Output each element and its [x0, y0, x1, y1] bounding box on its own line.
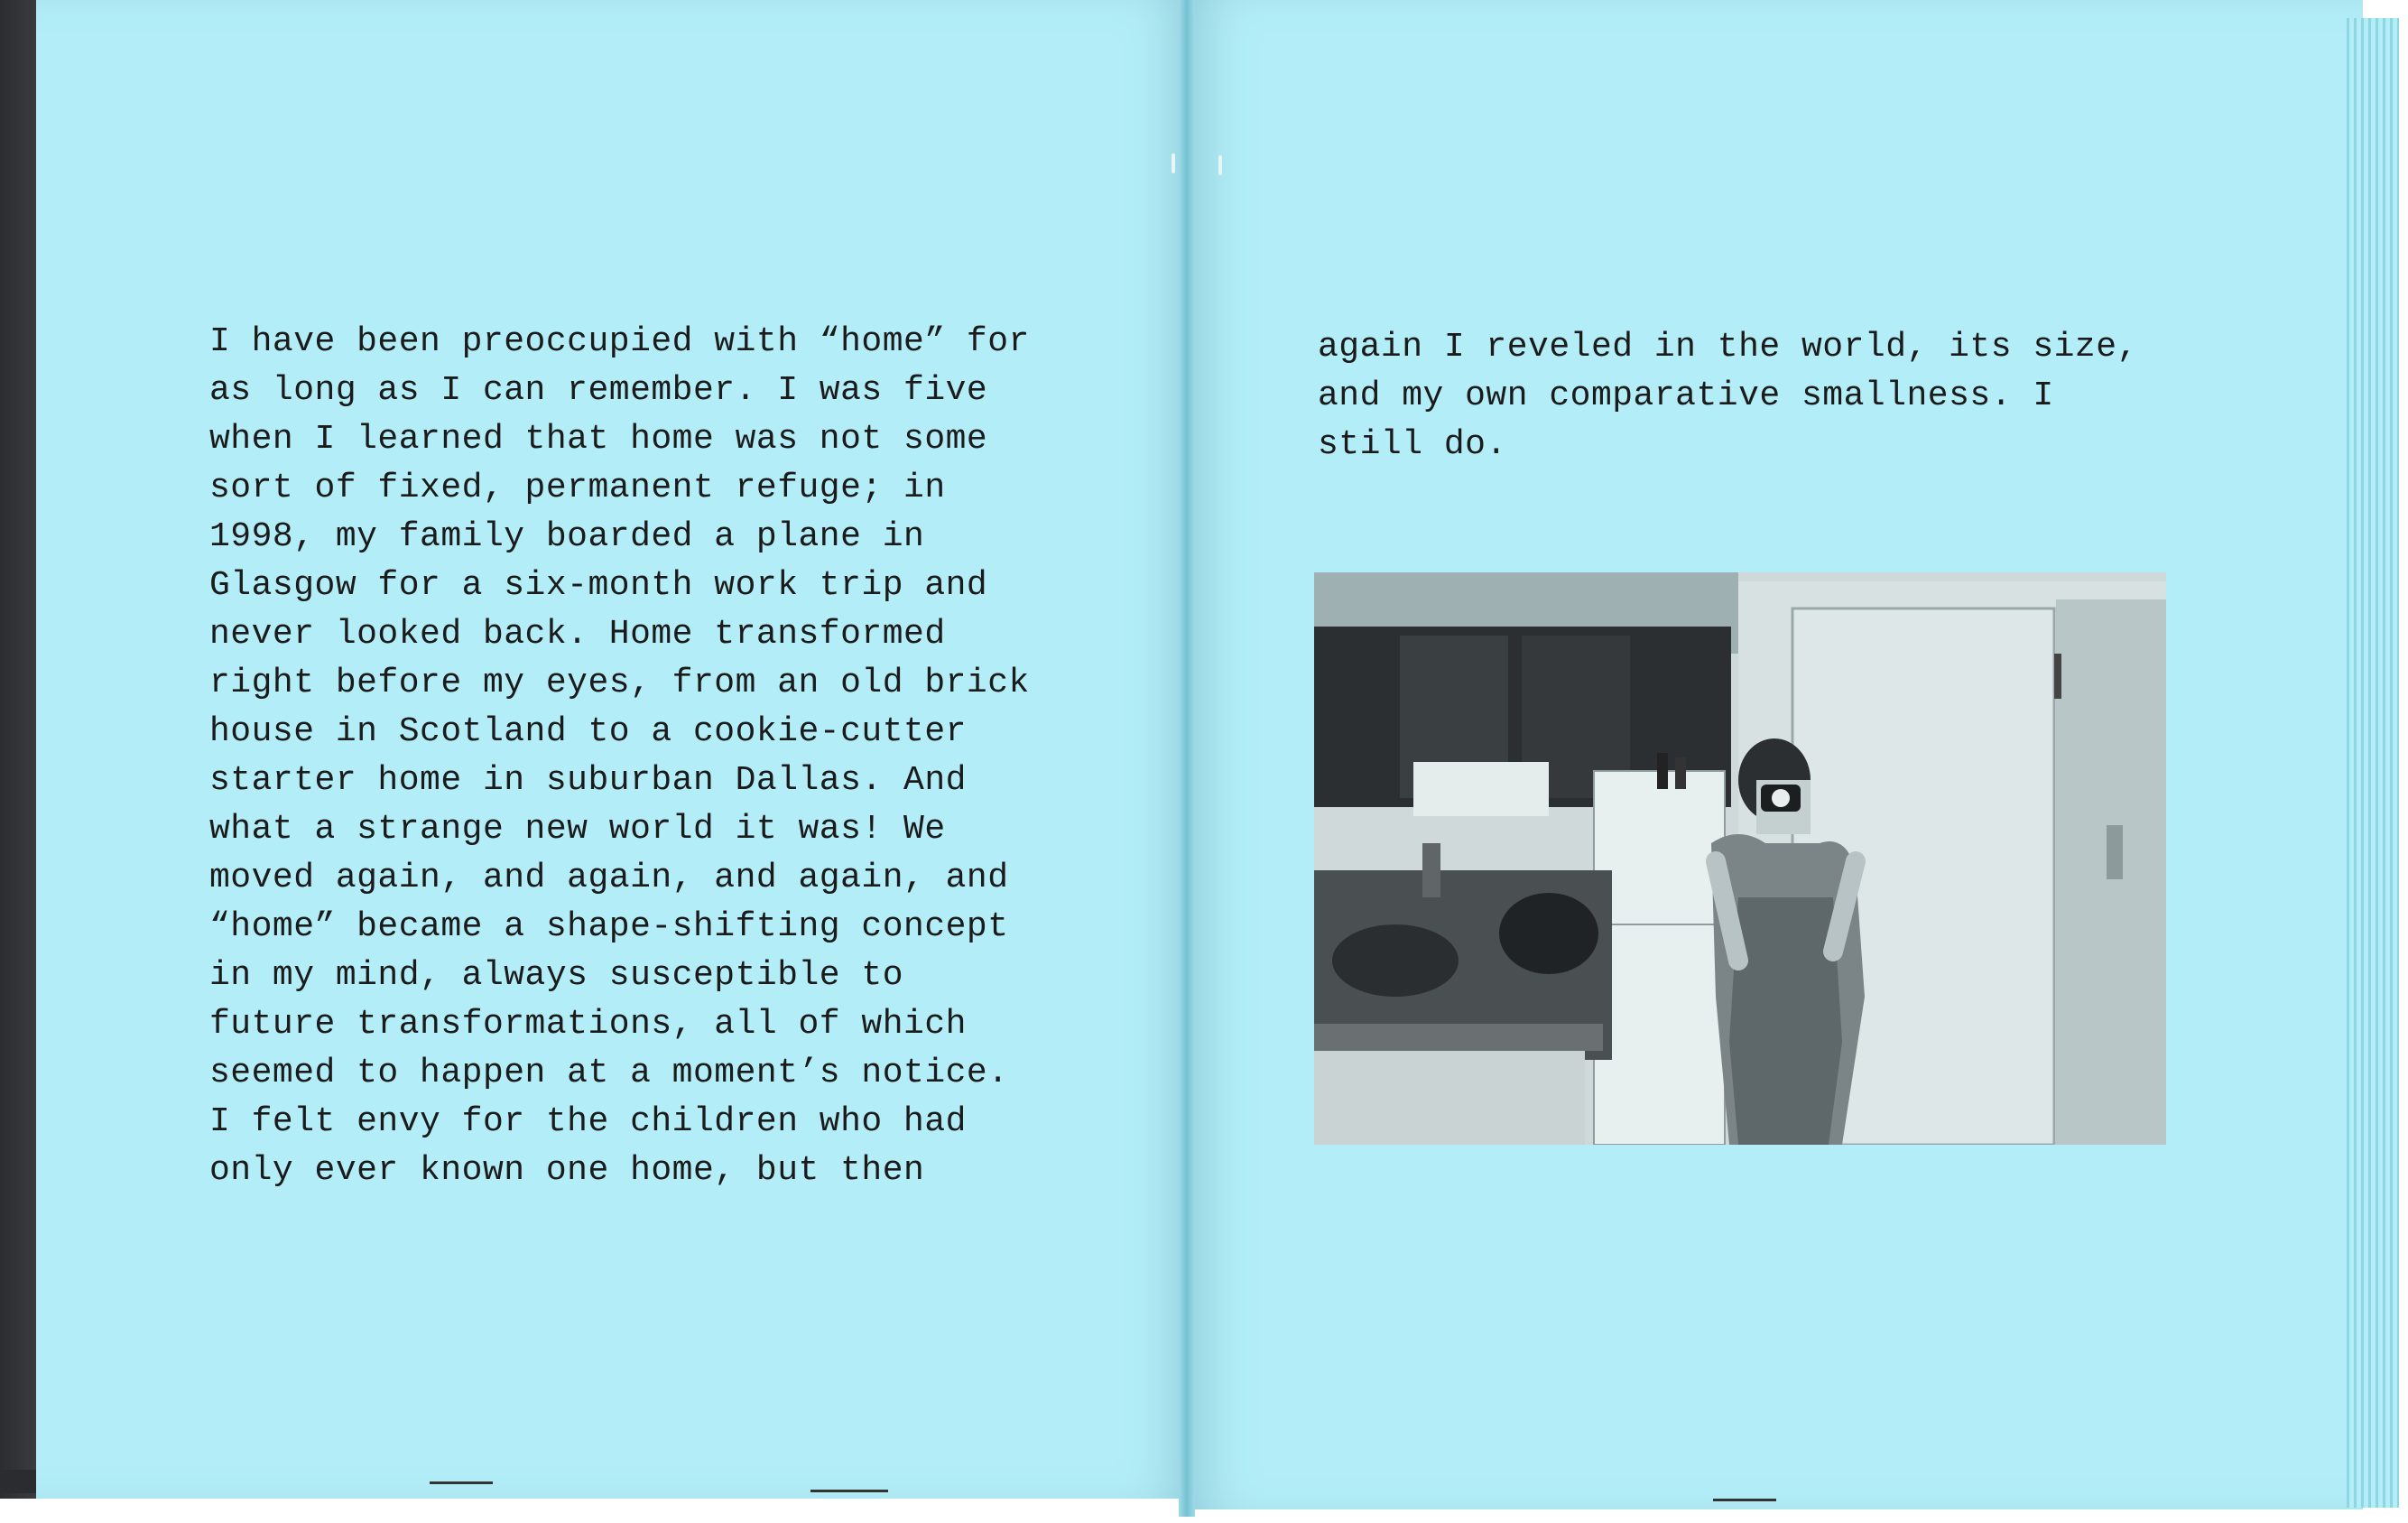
- footer-rule: [810, 1490, 888, 1492]
- book-gutter: [1179, 0, 1195, 1517]
- footer-rule: [1713, 1499, 1776, 1501]
- right-page-body-text: again I reveled in the world, its size, and my own comparative smallness. I still do.: [1318, 328, 2138, 464]
- footer-rule: [430, 1481, 493, 1484]
- binding-stitch: [1172, 153, 1175, 173]
- kitchen-mirror-photo: [1314, 572, 2166, 1145]
- left-page-body-text: I have been preoccupied with “home” for as long as I can remember. I was five when I learned that home was not some sort of fixed, permanent refuge; in 1998, my family boarded a plane in Glasgow for a six-month work trip and never looked back. Home transformed right before my eyes, from an old brick house in Scotland to a cookie-cutter starter home in suburban Dallas. And what a strange new world it was! We moved again, and again, and again, and “home” became a shape-shifting concept in my mind, always susceptible to future transformations, all of which seemed to happen at a moment’s notice. I felt envy for the children who had only ever known one home, but then: [209, 322, 1030, 1190]
- photo-illustration: [1314, 572, 2166, 1145]
- page-stack-edge: [2347, 18, 2399, 1508]
- binding-stitch: [1218, 155, 1222, 175]
